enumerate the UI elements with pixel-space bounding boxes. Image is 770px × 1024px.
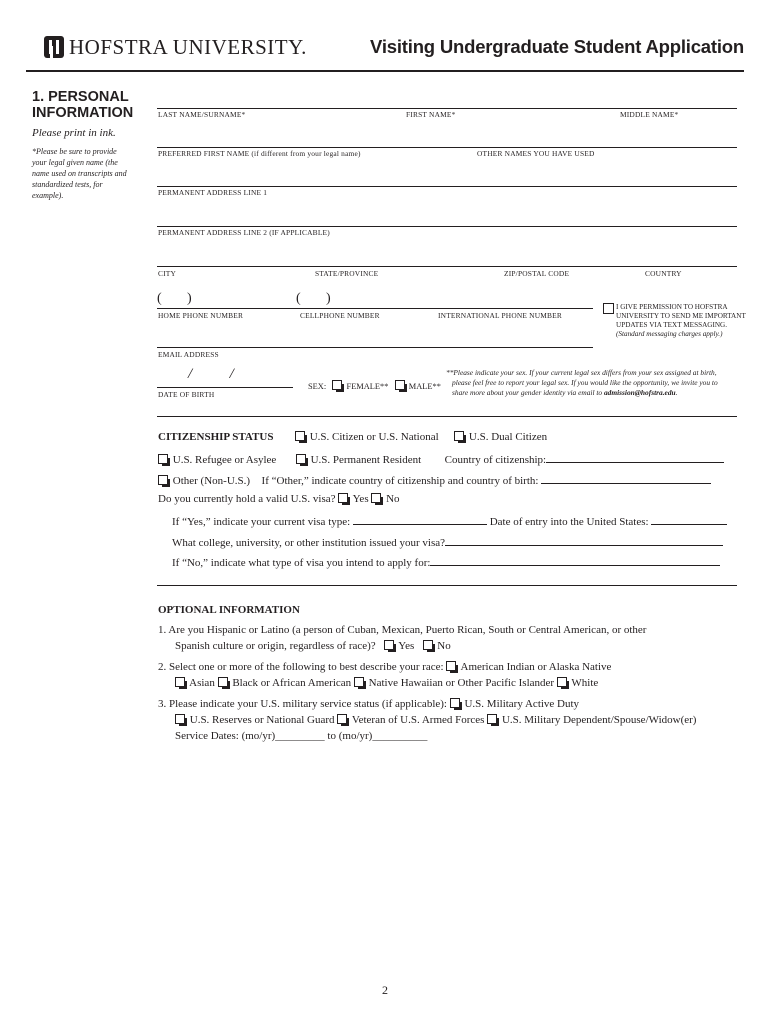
reserves-label: U.S. Reserves or National Guard [189,714,335,726]
hofstra-shield-icon [44,36,64,58]
visa-no-checkbox[interactable] [371,493,381,503]
citizenship-heading: CITIZENSHIP STATUS [158,431,274,443]
hawaiian-label: Native Hawaiian or Other Pacific Islander [368,677,555,689]
dependent-label: U.S. Military Dependent/Spouse/Widow(er) [501,714,697,726]
citizenship-row2 [158,452,724,466]
active-duty-checkbox[interactable] [450,698,460,708]
male-checkbox[interactable] [395,380,405,390]
american-indian-label: American Indian or Alaska Native [460,661,612,673]
veteran-checkbox[interactable] [337,714,347,724]
black-label: Black or African American [232,677,352,689]
home-area-close: ) [187,291,192,306]
q3-line2 [175,714,696,726]
service-dates[interactable]: Service Dates: (mo/yr)_________ to (mo/yr)__________ [175,730,428,742]
visa-no-label: No [386,493,400,505]
visa-intend-field[interactable] [430,555,720,566]
other-country-prompt: If “Other,” indicate country of citizenship and country of birth: [261,475,539,487]
sex-note-text: share more about your gender identity via email to [452,388,604,397]
visa-institution-field[interactable] [445,535,723,546]
zip-label: ZIP/POSTAL CODE [504,269,570,278]
city-line[interactable] [157,266,737,267]
address2-label: PERMANENT ADDRESS LINE 2 (IF APPLICABLE) [158,228,330,237]
sex-note-line2: please feel free to report your legal sex. If you would like the opportunity, we invite you to [452,378,718,387]
citizenship-row3 [158,473,711,487]
q2-line1 [158,661,611,673]
citizenship-divider [157,585,737,586]
text-permission-label [616,303,746,339]
q2-text: 2. Select one or more of the following to best describe your race: [158,661,444,673]
home-area-open: ( [157,291,162,306]
preferred-name-label: PREFERRED FIRST NAME (if different from your legal name) [158,149,361,158]
permanent-resident-checkbox[interactable] [296,454,306,464]
active-duty-label: U.S. Military Active Duty [464,698,580,710]
visa-question: Do you currently hold a valid U.S. visa? [158,493,336,505]
print-ink-note: Please print in ink. [32,127,116,139]
entry-date-label: Date of entry into the United States: [489,516,649,528]
country-label: COUNTRY [645,269,682,278]
visa-yes-label: Yes [352,493,369,505]
state-label: STATE/PROVINCE [315,269,379,278]
phone-line[interactable] [157,308,593,309]
reserves-checkbox[interactable] [175,714,185,724]
q1-line1: 1. Are you Hispanic or Latino (a person of Cuban, Mexican, Puerto Rican, South or Central American, or other [158,624,647,636]
dob-line[interactable] [157,387,293,388]
document-title: Visiting Undergraduate Student Application [370,36,744,57]
hispanic-yes-label: Yes [398,640,415,652]
visa-institution-label: What college, university, or other institution issued your visa? [172,537,446,549]
sex-note-line3 [452,388,677,398]
email-label: EMAIL ADDRESS [158,350,219,359]
other-citizenship-label: Other (Non-U.S.) [172,475,251,487]
asian-label: Asian [189,677,215,689]
q1-text: Spanish culture or origin, regardless of race)? [175,640,376,652]
cell-area-open: ( [296,291,301,306]
permanent-resident-label: U.S. Permanent Resident [310,454,422,466]
refugee-label: U.S. Refugee or Asylee [172,454,277,466]
home-phone-label: HOME PHONE NUMBER [158,311,244,320]
visa-institution-row [172,535,723,549]
section-title-line2: INFORMATION [32,105,134,121]
dual-citizen-checkbox[interactable] [454,431,464,441]
optional-heading: OPTIONAL INFORMATION [158,604,300,616]
sex-note-line1: **Please indicate your sex. If your current legal sex differs from your sex assigned at birth, [446,368,717,377]
last-name-label: LAST NAME/SURNAME* [158,110,246,119]
visa-intend-row [172,555,720,569]
sex-label: SEX: [308,382,327,391]
address2-line[interactable] [157,226,737,227]
text-permission-text: I GIVE PERMISSION TO HOFSTRA UNIVERSITY TO SEND ME IMPORTANT UPDATES VIA TEXT MESSAGING. [616,303,746,329]
personal-info-divider [157,416,737,417]
visa-yes-checkbox[interactable] [338,493,348,503]
sex-field [308,380,441,391]
citizenship-row1 [158,431,547,443]
cell-area-close: ) [326,291,331,306]
country-citizenship-label: Country of citizenship: [444,454,547,466]
visa-type-field[interactable] [353,514,487,525]
q3-text: 3. Please indicate your U.S. military service status (if applicable): [158,698,447,710]
hispanic-no-checkbox[interactable] [423,640,433,650]
visa-intend-label: If “No,” indicate what type of visa you intend to apply for: [172,557,431,569]
section-title-line1: 1. PERSONAL [32,89,129,105]
address1-line[interactable] [157,186,737,187]
american-indian-checkbox[interactable] [446,661,456,671]
white-checkbox[interactable] [557,677,567,687]
other-names-label: OTHER NAMES YOU HAVE USED [477,149,595,158]
hispanic-no-label: No [437,640,451,652]
dual-citizen-label: U.S. Dual Citizen [468,431,548,443]
other-citizenship-checkbox[interactable] [158,475,168,485]
other-country-field[interactable] [541,473,711,484]
hawaiian-checkbox[interactable] [354,677,364,687]
female-label: FEMALE** [346,382,389,391]
us-citizen-label: U.S. Citizen or U.S. National [309,431,439,443]
address1-label: PERMANENT ADDRESS LINE 1 [158,188,268,197]
veteran-label: Veteran of U.S. Armed Forces [351,714,485,726]
white-label: White [571,677,599,689]
admission-email-link[interactable]: admission@hofstra.edu [603,388,676,397]
visa-type-label: If “Yes,” indicate your current visa type: [172,516,351,528]
middle-name-label: MIDDLE NAME* [620,110,679,119]
q2-line2 [175,677,598,689]
first-name-label: FIRST NAME* [406,110,456,119]
dependent-checkbox[interactable] [487,714,497,724]
dob-slashes: / / [188,366,234,382]
hispanic-yes-checkbox[interactable] [384,640,394,650]
city-label: CITY [158,269,177,278]
text-permission-checkbox[interactable] [603,303,614,314]
black-checkbox[interactable] [218,677,228,687]
female-checkbox[interactable] [332,380,342,390]
name-line[interactable] [157,108,737,109]
dob-label: DATE OF BIRTH [158,390,215,399]
visa-type-row [172,514,727,528]
country-citizenship-field[interactable] [546,452,724,463]
entry-date-field[interactable] [651,514,727,525]
text-charges-note: (Standard messaging charges apply.) [616,330,723,338]
header-divider [26,70,744,72]
asian-checkbox[interactable] [175,677,185,687]
male-label: MALE** [408,382,441,391]
sex-note-period: . [675,388,678,397]
preferred-name-line[interactable] [157,147,737,148]
section-title [32,89,133,121]
refugee-checkbox[interactable] [158,454,168,464]
university-logo [44,35,307,59]
q1-line2 [175,640,451,652]
visa-question-row [158,493,400,505]
us-citizen-checkbox[interactable] [295,431,305,441]
page-number: 2 [382,983,388,997]
intl-phone-label: INTERNATIONAL PHONE NUMBER [438,311,562,320]
q3-line1 [158,698,579,710]
legal-name-note: *Please be sure to provide your legal given name (the name used on transcripts and standardized tests, for example). [32,147,127,200]
email-line[interactable] [157,347,593,348]
university-name: HOFSTRA UNIVERSITY. [69,34,307,59]
cell-phone-label: CELLPHONE NUMBER [300,311,380,320]
